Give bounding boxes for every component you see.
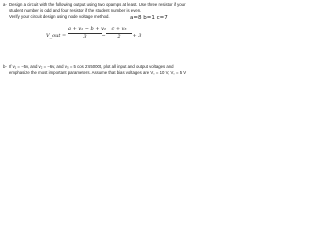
- fraction-1-numerator: a + v₁ − b + v₂: [68, 26, 106, 32]
- equation-fraction-1: [68, 26, 106, 41]
- fraction-1-denominator: 3: [83, 34, 87, 40]
- question-b-line-1: If v₁ = −5v, and v₂ = −6v, and v₃ = 5 cos 2π5000t, plot all input and output voltages and: [9, 64, 174, 69]
- question-b-line-2: emphasize the most important parameters. Assume that bias voltages are V꜀ = 10 V, V꜀ = 5 V: [9, 70, 187, 75]
- question-a-line-1: Design a circuit with the following output using two opamps at least. Use three resistor if your: [9, 2, 186, 7]
- equation-minus: −: [101, 33, 106, 39]
- question-b: [3, 64, 197, 76]
- question-a-line-2: student number is odd and four resistor if the student number is even.: [9, 8, 142, 13]
- question-a-text: [9, 2, 197, 20]
- assignment-page: [0, 0, 200, 88]
- equation-fraction-2: [106, 26, 132, 41]
- equation-plus-constant: + 3: [132, 33, 142, 39]
- fraction-2-denominator: 2: [117, 34, 121, 40]
- question-b-marker: b-: [3, 64, 7, 69]
- fraction-2-numerator: c + v₃: [111, 26, 127, 32]
- equation-lhs: V_out =: [46, 33, 67, 39]
- question-b-text: [9, 64, 197, 76]
- variable-values-note: a=8 b=1 c=7: [130, 15, 168, 21]
- question-a-line-3: Verify your circuit design using node voltage method.: [9, 14, 110, 19]
- question-a-marker: a-: [3, 2, 7, 7]
